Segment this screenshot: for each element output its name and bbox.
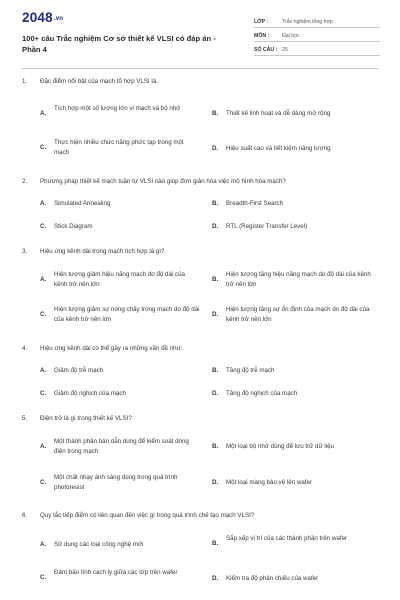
question-text: Quy tắc tiếp điểm có liên quan đến việc gì trong quá trình chế tạo mạch VLSI? — [40, 512, 255, 519]
meta-row-class — [254, 14, 380, 28]
option-text: Một thành phần bán dẫn dùng để kiểm soát dòng điện trong mạch — [54, 438, 189, 455]
option-letter: C. — [40, 311, 47, 318]
option-letter: D. — [212, 145, 219, 152]
question-stem — [22, 415, 132, 422]
question-stem — [22, 512, 254, 519]
option-text: Giảm độ trễ mạch — [54, 367, 104, 374]
option-text: Hiện tượng giảm sự nóng chảy trong mạch do độ dài của kênh trở nên lớn — [54, 306, 200, 323]
meta-value: Đại học — [282, 33, 300, 39]
question-number: 5. — [22, 415, 28, 422]
header-divider — [22, 68, 378, 69]
option-letter: A. — [40, 443, 47, 450]
option-letter: B. — [212, 443, 219, 450]
logo-suffix: .vn — [53, 16, 64, 22]
question-number: 4. — [22, 345, 28, 352]
page-title: 100+ câu Trắc nghiệm Cơ sở thiết kế VLSI có đáp án - Phần 4 — [22, 34, 216, 54]
option-text: Tăng độ trễ mạch — [226, 367, 275, 374]
option-text: Tích hợp một số lượng lớn vi mạch và bộ nhớ — [54, 105, 181, 112]
option-letter: A. — [40, 541, 47, 548]
option-letter: C. — [40, 574, 47, 581]
option-letter: B. — [212, 110, 219, 117]
site-logo[interactable] — [22, 10, 63, 25]
question-text: Đặc điểm nổi bật của mạch tổ hợp VLSI là. — [40, 78, 158, 85]
meta-label: LỚP : — [254, 19, 269, 25]
document-header — [0, 0, 400, 78]
option-letter: B. — [212, 200, 219, 207]
option-letter: C. — [40, 390, 47, 397]
question-number: 3. — [22, 248, 28, 255]
meta-label: SỐ CÂU : — [254, 47, 278, 53]
meta-table — [254, 14, 380, 56]
option-text: Giảm độ nghịch của mạch — [54, 390, 126, 397]
meta-label: MÔN : — [254, 33, 270, 39]
question-text: Hiệu ứng kênh dài có thể gây ra những vấn đề như: — [40, 345, 183, 352]
option-text: Một chất nhạy ánh sáng dùng trong quá trình photoresist — [54, 474, 178, 491]
question-text: Phương pháp thiết kế mạch tuần tự VLSI nào giúp đơn giản hóa việc mô hình hóa mạch? — [40, 178, 286, 185]
option-letter: B. — [212, 276, 219, 283]
option-text: Hiện tượng tăng hiệu năng mạch do độ dài của kênh trở nên lớn — [226, 271, 371, 288]
option-text: Hiện tượng tăng sự ổn định của mạch do độ dài của kênh trở nên lớn — [226, 306, 370, 323]
option-letter: D. — [212, 223, 219, 230]
option-letter: C. — [40, 223, 47, 230]
option-text: Thực hiện nhiều chức năng phức tạp trong một mạch — [54, 139, 184, 156]
option-text: Tăng độ nghịch của mạch — [226, 390, 298, 397]
option-letter: B. — [212, 540, 219, 547]
option-letter: D. — [212, 479, 219, 486]
question-stem — [22, 248, 164, 255]
option-letter: C. — [40, 479, 47, 486]
logo-text: 2048 — [22, 10, 53, 25]
option-letter: D. — [212, 311, 219, 318]
option-text: Simulated Annealing — [54, 200, 111, 207]
option-text: Sắp xếp vị trí của các thành phần trên wafer — [226, 535, 348, 542]
question-stem — [22, 78, 158, 85]
option-text: Hiện tượng giảm hiệu năng mạch do độ dài của kênh trở nên lớn — [54, 271, 186, 288]
question-number: 2. — [22, 178, 28, 185]
option-text: RTL (Register Transfer Level) — [226, 223, 308, 230]
option-letter: A. — [40, 110, 47, 117]
option-text: Một loại màng bảo vệ lên wafer — [226, 479, 312, 486]
meta-row-count — [254, 42, 380, 56]
question-text: Điện trở là gì trong thiết kế VLSI? — [40, 415, 132, 422]
option-letter: B. — [212, 367, 219, 374]
option-text: Đảm bảo tính cách ly giữa các lớp trên wafer — [54, 569, 178, 576]
option-text: Breadth-First Search — [226, 200, 284, 207]
meta-value: Trắc nghiệm tổng hợp — [282, 19, 333, 25]
option-letter: D. — [212, 575, 219, 582]
option-text: Kiểm tra độ phản chiếu của wafer — [226, 575, 319, 582]
question-number: 6. — [22, 512, 28, 519]
option-letter: C. — [40, 144, 47, 151]
meta-row-subject — [254, 28, 380, 42]
option-text: Một loại bộ nhớ dùng để lưu trữ dữ liệu — [226, 443, 334, 450]
option-text: Stick Diagram — [54, 223, 93, 230]
option-letter: A. — [40, 367, 47, 374]
option-text: Sử dụng các loại công nghệ mới — [54, 541, 144, 548]
option-letter: A. — [40, 276, 47, 283]
option-text: Hiệu suất cao và tiết kiệm năng lượng — [226, 145, 331, 152]
question-stem — [22, 345, 182, 352]
meta-value: 25 — [282, 47, 288, 53]
option-letter: A. — [40, 200, 47, 207]
question-number: 1. — [22, 78, 28, 85]
question-text: Hiệu ứng kênh dài trong mạch tích hợp là gì? — [40, 248, 165, 255]
option-letter: D. — [212, 390, 219, 397]
question-stem — [22, 178, 286, 185]
option-text: Thiết kế linh hoạt và dễ dàng mở rộng — [226, 110, 331, 117]
